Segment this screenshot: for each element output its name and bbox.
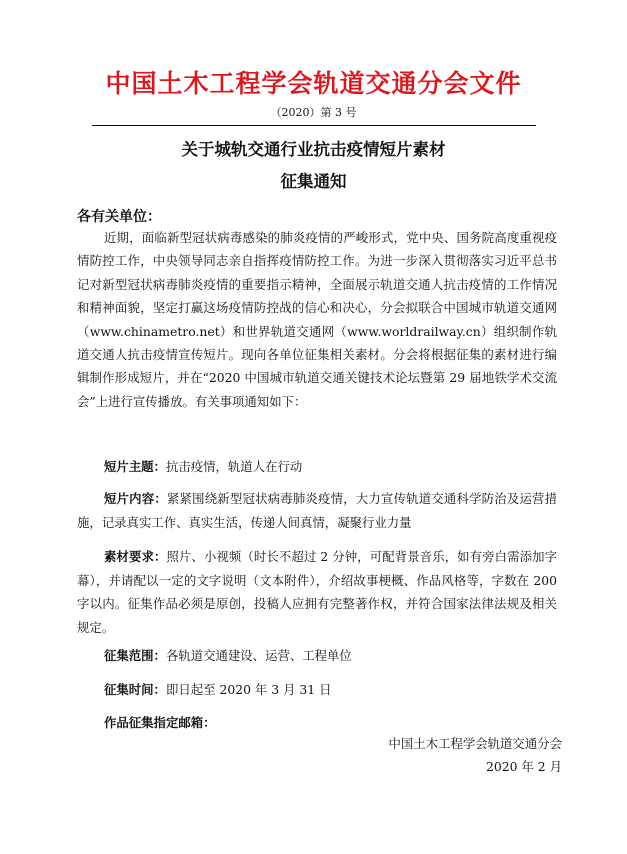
field-theme-label: 短片主题：	[104, 459, 166, 474]
document-number: （2020）第 3 号	[270, 106, 357, 119]
header-divider	[92, 125, 536, 126]
field-scope	[77, 644, 557, 668]
document-header-title: 中国土木工程学会轨道交通分会文件	[105, 69, 522, 98]
field-theme	[77, 455, 557, 479]
signature-org: 中国土木工程学会轨道交通分会	[388, 736, 562, 751]
field-theme-value: 抗击疫情，轨道人在行动	[165, 459, 303, 474]
field-content-value: 紧紧围绕新型冠状病毒肺炎疫情，大力宣传轨道交通科学防治及运营措施，记录真实工作、真实生活，传递人间真情，凝聚行业力量	[77, 491, 558, 530]
intro-paragraph: 近期，面临新型冠状病毒感染的肺炎疫情的严峻形式，党中央、国务院高度重视疫情防控工作，中央领导同志亲自指挥疫情防控工作。为进一步深入贯彻落实习近平总书记对新型冠状病毒肺炎疫情的重要指示精神，全面展示轨道交通人抗击疫情的工作情况和精神面貌，坚定打赢这场疫情防控战的信心和决心，分会拟联合中国城市轨道交通网（www.chinametro.net）和世界轨道交通网（www.worldrailway.cn）组织制作轨道交通人抗击疫情宣传短片。现向各单位征集相关素材。分会将根据征集的素材进行编辑制作形成短片，并在“2020 中国城市轨道交通关键技术论坛暨第 29 届地铁学术交流会”上进行宣传播放。有关事项通知如下：	[77, 230, 557, 409]
field-scope-label: 征集范围：	[104, 648, 166, 663]
field-requirements-value: 照片、小视频（时长不超过 2 分钟，可配背景音乐，如有旁白需添加字幕），并请配以一定的文字说明（文本附件），介绍故事梗概、作品风格等，字数在 200 字以内。征集作品必须是原创，投稿人应拥有完整著作权，并符合国家法律法规及相关规定。	[77, 549, 557, 635]
notice-title-line2: 征集通知	[280, 172, 347, 191]
field-content	[77, 487, 557, 534]
field-time-value: 即日起至 2020 年 3 月 31 日	[165, 682, 332, 697]
field-time	[77, 678, 557, 702]
field-email-label: 作品征集指定邮箱：	[104, 715, 216, 730]
field-content-label: 短片内容：	[104, 491, 167, 506]
greeting: 各有关单位：	[77, 209, 161, 225]
field-scope-value: 各轨道交通建设、运营、工程单位	[165, 648, 352, 663]
field-email	[77, 711, 557, 735]
field-requirements-label: 素材要求：	[104, 549, 167, 564]
signature-date: 2020 年 2 月	[485, 759, 562, 774]
field-requirements	[77, 545, 557, 639]
notice-title-line1: 关于城轨交通行业抗击疫情短片素材	[181, 140, 446, 159]
field-time-label: 征集时间：	[104, 682, 166, 697]
